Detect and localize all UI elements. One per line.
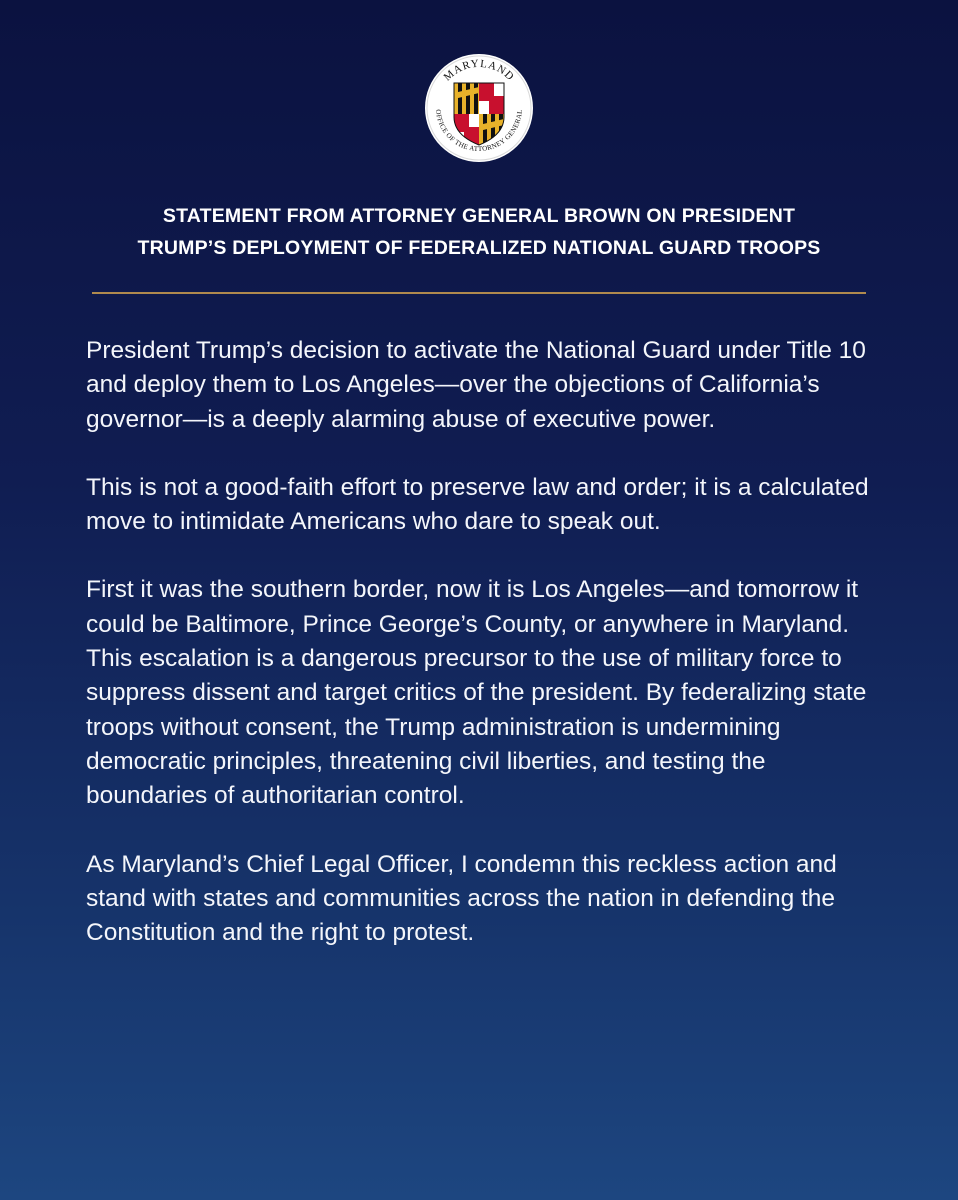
paragraph-3: First it was the southern border, now it is Los Angeles—and tomorrow it could be Baltimore, Prince George’s County, or anywhere in Maryland. This escalation is a dangerous precursor to the use of military force to suppress dissent and target critics of the president. By federalizing state troops without consent, the Trump administration is undermining democratic principles, threatening civil liberties, and testing the boundaries of authoritarian control. [86,576,867,810]
seal-top-text: MARYLAND [441,57,517,84]
page-title [40,200,918,264]
maryland-ag-seal [424,53,534,163]
divider [92,292,866,294]
paragraph-2: This is not a good-faith effort to preserve law and order; it is a calculated move to intimidate Americans who dare to speak out. [86,473,869,536]
title-line-1: STATEMENT FROM ATTORNEY GENERAL BROWN ON PRESIDENT [162,205,796,227]
title-line-2: TRUMP’S DEPLOYMENT OF FEDERALIZED NATIONAL GUARD TROOPS [137,237,821,259]
statement-body [86,334,886,984]
seal-bottom-text: OFFICE OF THE ATTORNEY GENERAL [433,108,525,154]
paragraph-4: As Maryland’s Chief Legal Officer, I condemn this reckless action and stand with states and communities across the nation in defending the Constitution and the right to protest. [86,850,837,947]
seal-graphic [424,53,534,163]
paragraph-1: President Trump’s decision to activate the National Guard under Title 10 and deploy them to Los Angeles—over the objections of California’s governor—is a deeply alarming abuse of executive power. [86,337,866,433]
